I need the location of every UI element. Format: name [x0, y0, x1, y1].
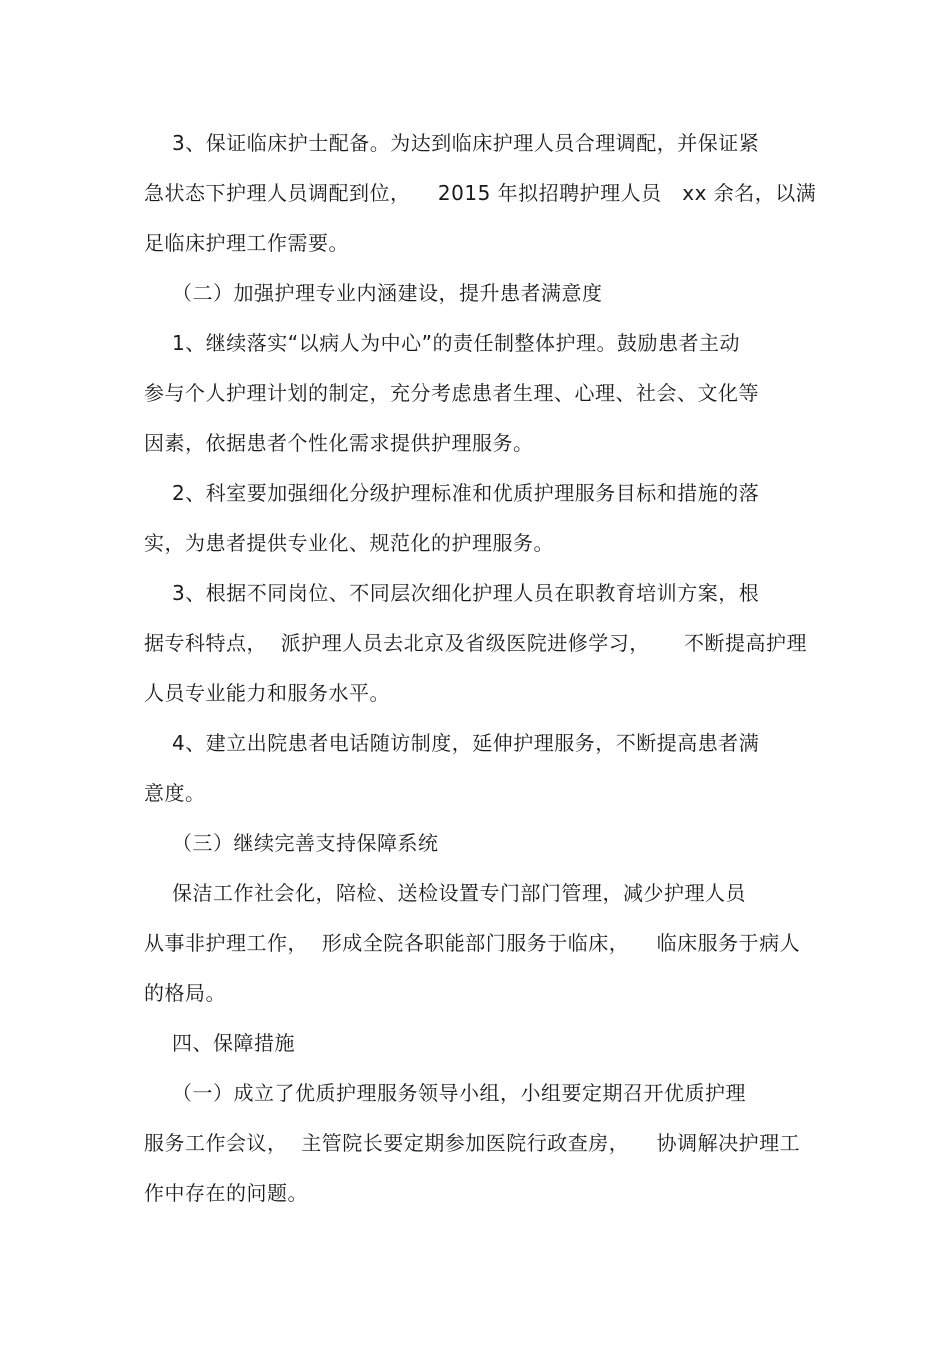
paragraph-line: 参与个人护理计划的制定，充分考虑患者生理、心理、社会、文化等 — [144, 381, 759, 405]
paragraph-line: 3、保证临床护士配备。为达到临床护理人员合理调配，并保证紧 — [172, 131, 760, 155]
paragraph-line: （一）成立了优质护理服务领导小组，小组要定期召开优质护理 — [172, 1081, 746, 1105]
paragraph-line: 据专科特点， 派护理人员去北京及省级医院进修学习， 不断提高护理 — [144, 631, 808, 655]
paragraph-line: 2、科室要加强细化分级护理标准和优质护理服务目标和措施的落 — [172, 481, 760, 505]
section-heading: 四、保障措施 — [172, 1031, 295, 1055]
paragraph-line: 急状态下护理人员调配到位， 2015 年拟招聘护理人员 xx 余名，以满 — [144, 181, 817, 205]
paragraph-line: 作中存在的问题。 — [144, 1181, 308, 1205]
paragraph-line: 1、继续落实“以病人为中心”的责任制整体护理。鼓励患者主动 — [172, 331, 740, 355]
paragraph-line: 保洁工作社会化，陪检、送检设置专门部门管理，减少护理人员 — [172, 881, 746, 905]
paragraph-line: 实，为患者提供专业化、规范化的护理服务。 — [144, 531, 554, 555]
paragraph-line: 服务工作会议， 主管院长要定期参加医院行政查房， 协调解决护理工 — [144, 1131, 801, 1155]
paragraph-line: 意度。 — [144, 781, 206, 805]
paragraph-line: 从事非护理工作， 形成全院各职能部门服务于临床， 临床服务于病人 — [144, 931, 801, 955]
paragraph-line: 因素，依据患者个性化需求提供护理服务。 — [144, 431, 534, 455]
paragraph-line: 人员专业能力和服务水平。 — [144, 681, 390, 705]
section-heading: （三）继续完善支持保障系统 — [172, 831, 439, 855]
paragraph-line: 3、根据不同岗位、不同层次细化护理人员在职教育培训方案，根 — [172, 581, 760, 605]
section-heading: （二）加强护理专业内涵建设，提升患者满意度 — [172, 281, 603, 305]
paragraph-line: 的格局。 — [144, 981, 226, 1005]
paragraph-line: 4、建立出院患者电话随访制度，延伸护理服务，不断提高患者满 — [172, 731, 760, 755]
paragraph-line: 足临床护理工作需要。 — [144, 231, 349, 255]
